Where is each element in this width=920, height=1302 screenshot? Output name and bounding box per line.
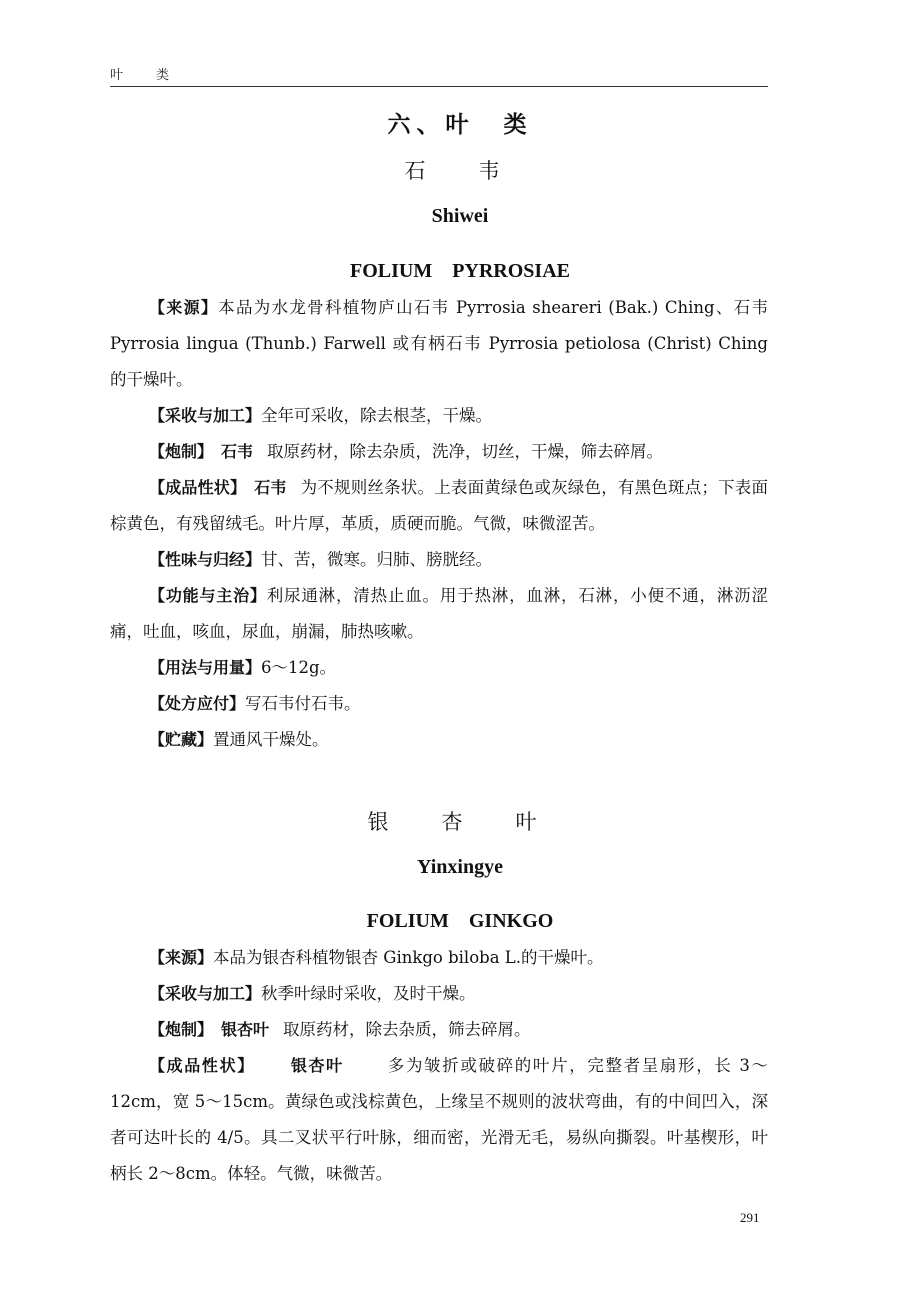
processing-subject: 银杏叶 xyxy=(221,1020,270,1039)
description-label: 【成品性状】 xyxy=(149,478,247,497)
storage-text: 置通风干燥处。 xyxy=(213,730,329,749)
description-subject: 石韦 xyxy=(254,478,287,497)
description-label: 【成品性状】 xyxy=(149,1056,255,1075)
function-paragraph xyxy=(110,578,768,650)
function-label: 【功能与主治】 xyxy=(149,586,267,605)
prescription-label: 【处方应付】 xyxy=(149,694,246,713)
description-paragraph xyxy=(110,1048,768,1192)
processing-label: 【炮制】 xyxy=(149,442,214,461)
processing-paragraph xyxy=(110,434,768,470)
nature-label: 【性味与归经】 xyxy=(149,550,262,569)
storage-paragraph xyxy=(110,722,768,758)
description-subject: 银杏叶 xyxy=(290,1056,344,1075)
dosage-paragraph xyxy=(110,650,768,686)
description-text: 为不规则丝条状。上表面黄绿色或灰绿色，有黑色斑点；下表面棕黄色，有残留绒毛。叶片厚，革质，质硬而脆。气微，味微涩苦。 xyxy=(110,478,768,533)
processing-paragraph xyxy=(110,1012,768,1048)
processing-text: 取原药材，除去杂质，筛去碎屑。 xyxy=(283,1020,531,1039)
chapter-title: 六、叶 类 xyxy=(387,111,533,138)
source-text: 本品为水龙骨科植物庐山石韦 Pyrrosia sheareri (Bak.) Ching、石韦 Pyrrosia lingua (Thunb.) Farwell 或有柄石韦 Pyrrosia petiolosa (Christ) Ching 的干燥叶。 xyxy=(110,298,768,389)
prescription-text: 写石韦付石韦。 xyxy=(245,694,361,713)
harvest-label: 【采收与加工】 xyxy=(149,984,262,1003)
herb-name-cn: 银 杏 叶 xyxy=(367,810,553,834)
description-text: 多为皱折或破碎的叶片，完整者呈扇形，长 3～12cm，宽 5～15cm。黄绿色或浅棕黄色，上缘呈不规则的波状弯曲，有的中间凹入，深者可达叶长的 4/5。具二叉状平行叶脉，细而密，光滑无毛，易纵向撕裂。叶基楔形，叶柄长 2～8cm。体轻。气微，味微苦。 xyxy=(110,1056,768,1183)
nature-text: 甘、苦，微寒。归肺、膀胱经。 xyxy=(261,550,493,569)
herb-latin-name: FOLIUM GINKGO xyxy=(366,910,554,932)
prescription-paragraph xyxy=(110,686,768,722)
processing-text: 取原药材，除去杂质，洗净，切丝，干燥，筛去碎屑。 xyxy=(267,442,664,461)
dosage-text: 6～12g。 xyxy=(261,658,337,677)
harvest-label: 【采收与加工】 xyxy=(149,406,262,425)
storage-label: 【贮藏】 xyxy=(149,730,214,749)
harvest-text: 秋季叶绿时采收，及时干燥。 xyxy=(261,984,476,1003)
processing-subject: 石韦 xyxy=(221,442,254,461)
source-paragraph xyxy=(110,290,768,398)
source-text: 本品为银杏科植物银杏 Ginkgo biloba L.的干燥叶。 xyxy=(213,948,604,967)
running-header xyxy=(110,64,768,87)
herb-pinyin: Shiwei xyxy=(431,205,489,227)
herb-latin-name: FOLIUM PYRROSIAE xyxy=(349,260,570,282)
source-label: 【来源】 xyxy=(149,948,214,967)
running-header-text: 叶 类 xyxy=(110,68,180,83)
herb-name-cn: 石 韦 xyxy=(404,159,516,183)
harvest-text: 全年可采收，除去根茎，干燥。 xyxy=(261,406,493,425)
source-paragraph xyxy=(110,940,768,976)
herb-pinyin: Yinxingye xyxy=(417,856,503,878)
source-label: 【来源】 xyxy=(149,298,219,317)
processing-label: 【炮制】 xyxy=(149,1020,214,1039)
page-number: 291 xyxy=(740,1210,760,1225)
function-text: 利尿通淋，清热止血。用于热淋，血淋，石淋，小便不通，淋沥涩痛，吐血，咳血，尿血，崩漏，肺热咳嗽。 xyxy=(110,586,768,641)
dosage-label: 【用法与用量】 xyxy=(149,658,262,677)
harvest-paragraph xyxy=(110,398,768,434)
harvest-paragraph xyxy=(110,976,768,1012)
nature-paragraph xyxy=(110,542,768,578)
description-paragraph xyxy=(110,470,768,542)
